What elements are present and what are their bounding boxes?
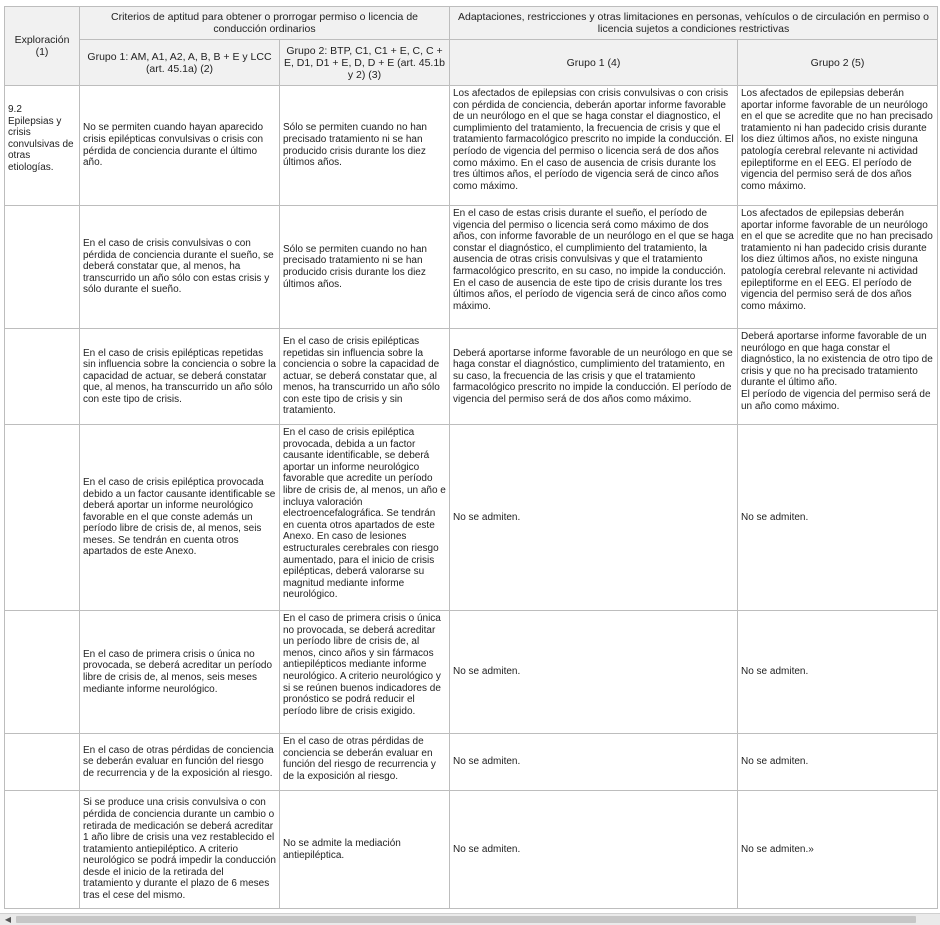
header-criterios: Criterios de aptitud para obtener o prorrogar permiso o licencia de conducción ordinarios	[80, 7, 450, 40]
cell-grupo2-criterio: Sólo se permiten cuando no han precisado tratamiento ni se han producido crisis durante los diez últimos años.	[280, 206, 450, 329]
cell-grupo2-adaptacion: Los afectados de epilepsias deberán aportar informe favorable de un neurólogo en el que se acredite que no han precisado tratamiento ni han padecido crisis durante los diez últimos años, no existe ninguna patología cerebral relevante ni actividad epileptiforme en el EEG. El período de vigencia del permiso será de dos años como máximo.	[738, 86, 938, 206]
cell-grupo1-criterio: En el caso de primera crisis o única no provocada, se deberá acreditar un período libre de crisis de, al menos, seis meses mediante informe neurológico.	[80, 611, 280, 734]
header-exploracion: Exploración (1)	[5, 7, 80, 86]
cell-grupo1-criterio: En el caso de otras pérdidas de conciencia se deberán evaluar en función del riesgo de recurrencia y de la exposición al riesgo.	[80, 734, 280, 791]
cell-grupo1-adaptacion: No se admiten.	[450, 791, 738, 909]
cell-exploracion	[5, 425, 80, 611]
criteria-table	[4, 6, 938, 909]
cell-grupo2-criterio: En el caso de crisis epiléptica provocada, debida a un factor causante identificable, se deberá aportar un informe neurológico favorable que acredite un período libre de crisis de, al menos, un año e incluya valoración electroencefalográfica. Se tendrán en cuenta otros apartados de este Anexo. En caso de lesiones estructurales cerebrales con riesgo aumentado, para el inicio de crisis epilépticas, deberá valorarse su magnitud mediante informe neurológico.	[280, 425, 450, 611]
document-table-container	[4, 6, 937, 909]
cell-grupo1-criterio: No se permiten cuando hayan aparecido crisis epilépticas convulsivas o crisis con pérdida de conciencia durante el último año.	[80, 86, 280, 206]
cell-grupo2-criterio: No se admite la mediación antiepiléptica.	[280, 791, 450, 909]
cell-grupo2-adaptacion: No se admiten.»	[738, 791, 938, 909]
cell-grupo1-adaptacion: No se admiten.	[450, 425, 738, 611]
table-row	[5, 734, 938, 791]
cell-grupo2-criterio: Sólo se permiten cuando no han precisado tratamiento ni se han producido crisis durante los diez últimos años.	[280, 86, 450, 206]
cell-grupo1-adaptacion: No se admiten.	[450, 611, 738, 734]
header-grupo1-criterios: Grupo 1: AM, A1, A2, A, B, B + E y LCC (art. 45.1a) (2)	[80, 40, 280, 86]
cell-grupo1-adaptacion: Los afectados de epilepsias con crisis convulsivas o con crisis con pérdida de conciencia, deberán aportar informe favorable de un neurólogo en el que se haga constar el diagnostico, el cumplimiento del tratamiento, la frecuencia de crisis y que el tratamiento farmacológico prescrito no impide la conducción. El período de vigencia del permiso o licencia será de dos años como máximo. En el caso de ausencia de crisis durante los tres últimos años, el período de vigencia será de cinco años como máximo.	[450, 86, 738, 206]
table-row	[5, 206, 938, 329]
header-grupo2-adaptaciones: Grupo 2 (5)	[738, 40, 938, 86]
table-row	[5, 611, 938, 734]
cell-exploracion	[5, 611, 80, 734]
horizontal-scrollbar[interactable]	[0, 913, 940, 925]
cell-grupo1-criterio: Si se produce una crisis convulsiva o con pérdida de conciencia durante un cambio o retirada de medicación se deberá acreditar 1 año libre de crisis una vez restablecido el tratamiento antiepiléptico. A criterio neurológico se podrá impedir la conducción desde el inicio de la retirada del tratamiento y durante el plazo de 6 meses tras el cese del mismo.	[80, 791, 280, 909]
header-grupo2-criterios: Grupo 2: BTP, C1, C1 + E, C, C + E, D1, D1 + E, D, D + E (art. 45.1b y 2) (3)	[280, 40, 450, 86]
cell-grupo1-adaptacion: No se admiten.	[450, 734, 738, 791]
scroll-left-arrow-icon[interactable]: ◀	[4, 915, 12, 924]
cell-grupo1-criterio: En el caso de crisis epilépticas repetidas sin influencia sobre la conciencia o sobre la capacidad de actuar, se deberá constatar que, al menos, ha transcurrido un año sólo con este tipo de crisis.	[80, 329, 280, 425]
cell-grupo1-criterio: En el caso de crisis convulsivas o con pérdida de conciencia durante el sueño, se deberá constatar que, al menos, ha transcurrido un año sólo con estas crisis y sólo durante el sueño.	[80, 206, 280, 329]
cell-exploracion	[5, 329, 80, 425]
header-grupo1-adaptaciones: Grupo 1 (4)	[450, 40, 738, 86]
cell-grupo1-criterio: En el caso de crisis epiléptica provocada debido a un factor causante identificable se deberá aportar un informe neurológico favorable en el que conste además un período libre de crisis de, al menos, seis meses. Se tendrán en cuenta otros apartados de este Anexo.	[80, 425, 280, 611]
cell-grupo2-criterio: En el caso de otras pérdidas de conciencia se deberán evaluar en función del riesgo de recurrencia y de la exposición al riesgo.	[280, 734, 450, 791]
cell-grupo1-adaptacion: Deberá aportarse informe favorable de un neurólogo en que se haga constar el diagnóstico, cumplimiento del tratamiento, en su caso, la frecuencia de las crisis y que el tratamiento farmacológico prescrito no impide la conducción. El período de vigencia del permiso será de dos años como máximo.	[450, 329, 738, 425]
cell-grupo2-criterio: En el caso de primera crisis o única no provocada, se deberá acreditar un período libre de crisis de, al menos, cinco años y sin fármacos antiepilépticos mediante informe neurológico. A criterio neurológico y si se reúnen buenos indicadores de pronóstico se podrá reducir el período libre de crisis exigido.	[280, 611, 450, 734]
header-adaptaciones: Adaptaciones, restricciones y otras limitaciones en personas, vehículos o de circulación en permiso o licencia sujetos a condiciones restrictivas	[450, 7, 938, 40]
cell-exploracion	[5, 206, 80, 329]
table-row	[5, 329, 938, 425]
table-row	[5, 791, 938, 909]
cell-grupo1-adaptacion: En el caso de estas crisis durante el sueño, el período de vigencia del permiso o licencia será como máximo de dos años, con informe favorable de un neurólogo en el que se haga constar el diagnóstico, el cumplimiento del tratamiento, la ausencia de otras crisis convulsivas y que el tratamiento farmacológico prescrito, en su caso, no impide la conducción. En el caso de ausencia de este tipo de crisis durante los tres últimos años, el período de vigencia será de cinco años como máximo.	[450, 206, 738, 329]
cell-grupo2-adaptacion: Deberá aportarse informe favorable de un neurólogo en que haga constar el diagnóstico, la no existencia de otro tipo de crisis y que no ha precisado tratamiento durante el último año. El período de vigencia del permiso será de un año como máximo.	[738, 329, 938, 425]
cell-grupo2-adaptacion: No se admiten.	[738, 734, 938, 791]
scrollbar-thumb[interactable]	[16, 916, 916, 923]
table-row	[5, 425, 938, 611]
cell-grupo2-criterio: En el caso de crisis epilépticas repetidas sin influencia sobre la conciencia o sobre la capacidad de actuar, se deberá constatar que, al menos, ha transcurrido un año sólo con este tipo de crisis y sin tratamiento.	[280, 329, 450, 425]
cell-exploracion: 9.2 Epilepsias y crisis convulsivas de otras etiologías.	[5, 86, 80, 206]
cell-exploracion	[5, 734, 80, 791]
cell-exploracion	[5, 791, 80, 909]
cell-grupo2-adaptacion: Los afectados de epilepsias deberán aportar informe favorable de un neurólogo en el que se acredite que no han precisado tratamiento ni han padecido crisis durante los diez últimos años, no existe ninguna patología cerebral relevante ni actividad epileptiforme en el EEG. El período de vigencia del permiso será de dos años como máximo.	[738, 206, 938, 329]
table-row	[5, 86, 938, 206]
cell-grupo2-adaptacion: No se admiten.	[738, 611, 938, 734]
cell-grupo2-adaptacion: No se admiten.	[738, 425, 938, 611]
